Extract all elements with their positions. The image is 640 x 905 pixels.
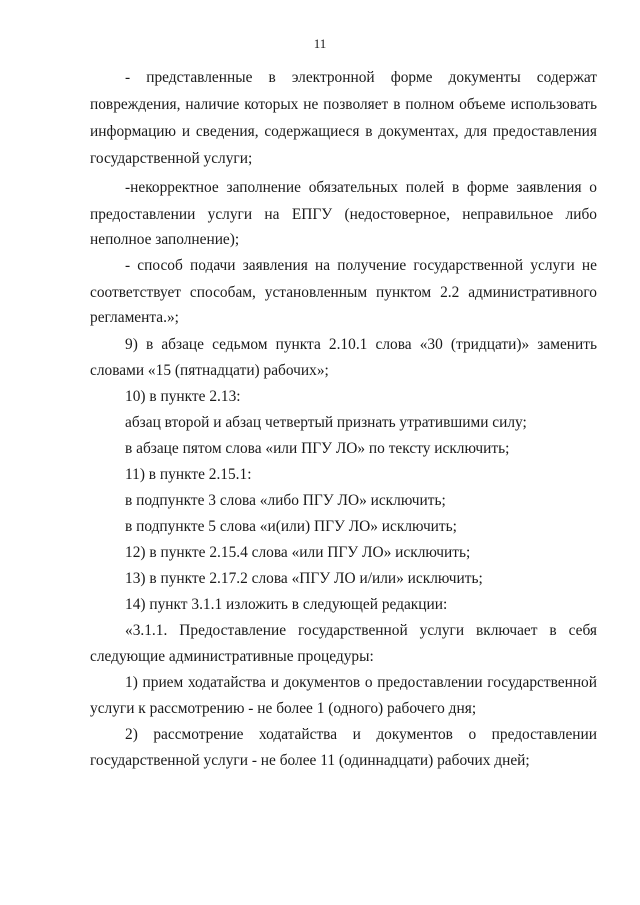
text-line: 11) в пункте 2.15.1: xyxy=(125,466,252,483)
text-line: абзац второй и абзац четвертый признать утратившими силу; xyxy=(125,414,527,431)
text-line: повреждения, наличие которых не позволяет в полном объеме использовать xyxy=(90,96,597,113)
text-line: 14) пункт 3.1.1 изложить в следующей редакции: xyxy=(125,596,448,613)
text-line: государственной услуги; xyxy=(90,150,253,167)
text-line: предоставлении услуги на ЕПГУ (недостоверное, неправильное либо xyxy=(90,206,597,223)
text-line: в подпункте 5 слова «и(или) ПГУ ЛО» исключить; xyxy=(125,518,457,535)
text-line: 1) прием ходатайства и документов о предоставлении государственной xyxy=(125,674,597,691)
text-line: словами «15 (пятнадцати) рабочих»; xyxy=(90,362,329,379)
text-line: регламента.»; xyxy=(90,309,179,326)
text-line: -некорректное заполнение обязательных полей в форме заявления о xyxy=(125,179,597,196)
text-line: в абзаце пятом слова «или ПГУ ЛО» по тексту исключить; xyxy=(125,440,510,457)
text-line: 10) в пункте 2.13: xyxy=(125,388,241,405)
text-line: услуги к рассмотрению - не более 1 (одного) рабочего дня; xyxy=(90,700,477,717)
page-number: 11 xyxy=(313,36,327,51)
text-line: следующие административные процедуры: xyxy=(90,648,374,665)
text-line: в подпункте 3 слова «либо ПГУ ЛО» исключить; xyxy=(125,492,446,509)
text-line: государственной услуги - не более 11 (одиннадцати) рабочих дней; xyxy=(90,752,530,769)
text-line: соответствует способам, установленным пунктом 2.2 административного xyxy=(90,284,597,301)
text-line: 2) рассмотрение ходатайства и документов о предоставлении xyxy=(125,726,597,743)
text-line: 12) в пункте 2.15.4 слова «или ПГУ ЛО» исключить; xyxy=(125,544,471,561)
text-line: «3.1.1. Предоставление государственной услуги включает в себя xyxy=(125,622,597,639)
text-line: 13) в пункте 2.17.2 слова «ПГУ ЛО и/или» исключить; xyxy=(125,570,483,587)
text-line: - способ подачи заявления на получение государственной услуги не xyxy=(125,257,597,274)
text-line: - представленные в электронной форме документы содержат xyxy=(125,69,597,86)
text-line: неполное заполнение); xyxy=(90,231,240,248)
text-line: информацию и сведения, содержащиеся в документах, для предоставления xyxy=(90,123,597,140)
text-line: 9) в абзаце седьмом пункта 2.10.1 слова «30 (тридцати)» заменить xyxy=(125,336,597,353)
